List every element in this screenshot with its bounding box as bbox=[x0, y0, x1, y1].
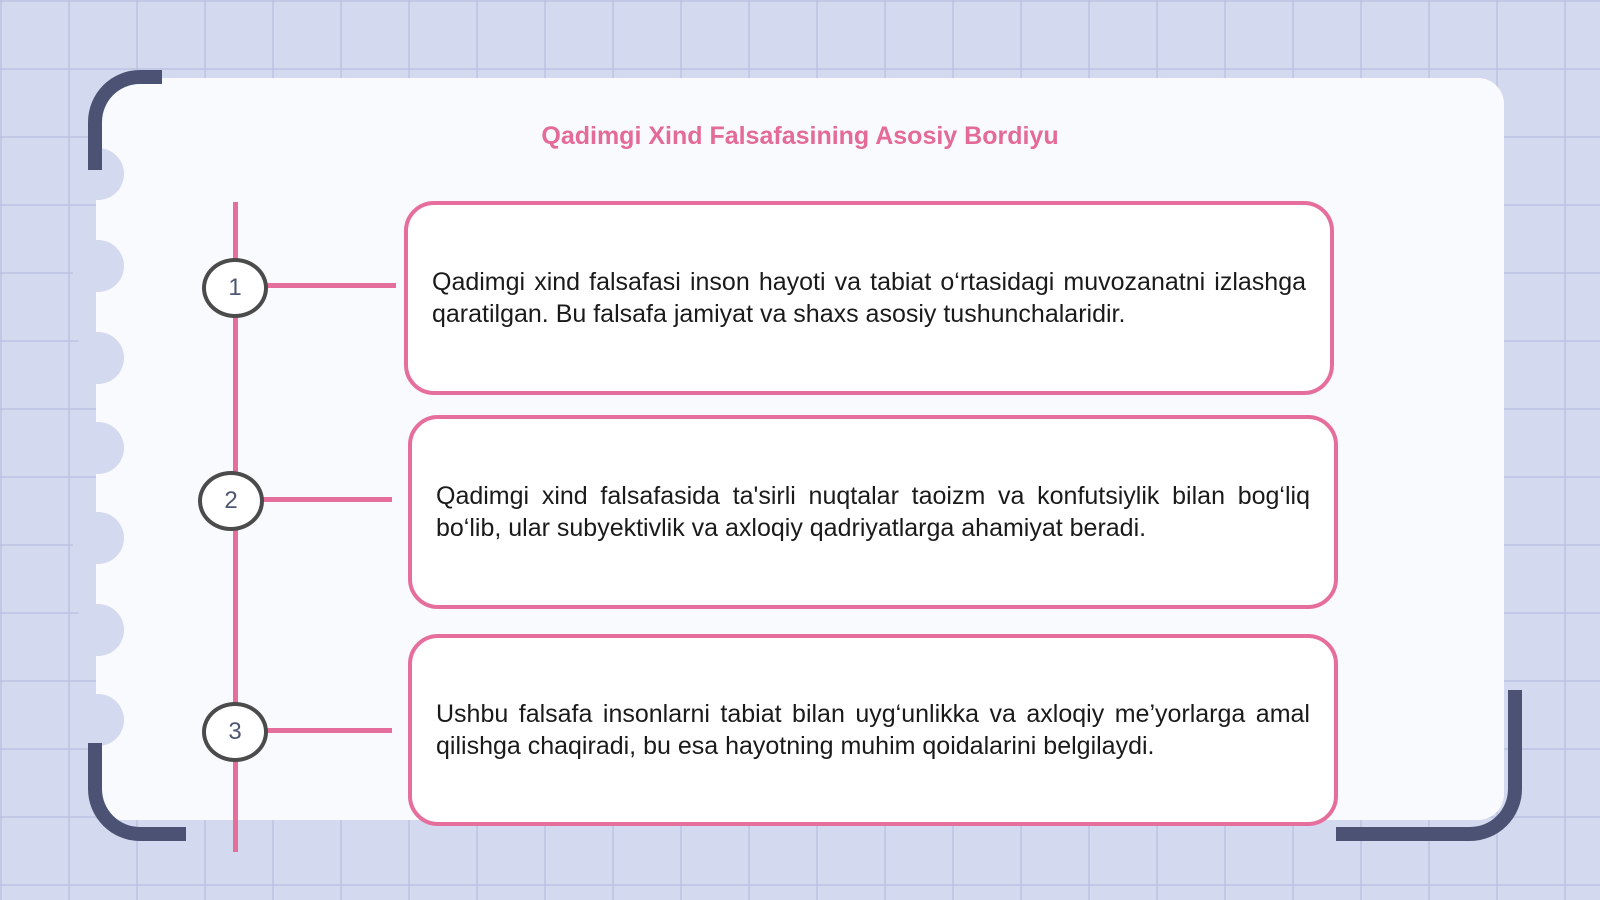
step-card-1 bbox=[404, 201, 1334, 395]
frame-corner-bottom-left bbox=[88, 743, 186, 841]
step-text-3: Ushbu falsafa insonlarni tabiat bilan uyg‘unlikka va axloqiy me’yorlarga amal qilishga chaqiradi, bu esa hayotning muhim qoidalarini belgilaydi. bbox=[436, 700, 1310, 760]
binder-hole bbox=[72, 512, 124, 564]
step-card-2 bbox=[408, 415, 1338, 609]
step-card-3 bbox=[408, 634, 1338, 826]
frame-corner-bottom-right bbox=[1336, 690, 1522, 841]
step-marker-1: 1 bbox=[202, 258, 268, 318]
timeline-connector bbox=[262, 497, 392, 502]
binder-hole bbox=[72, 604, 124, 656]
step-marker-2: 2 bbox=[198, 471, 264, 531]
step-marker-3: 3 bbox=[202, 702, 268, 762]
timeline-connector bbox=[266, 283, 396, 288]
binder-hole bbox=[72, 332, 124, 384]
step-text-1: Qadimgi xind falsafasi inson hayoti va tabiat o‘rtasidagi muvozanatni izlashga qaratilgan. Bu falsafa jamiyat va shaxs asosiy tushunchalaridir. bbox=[432, 268, 1306, 328]
binder-hole bbox=[72, 422, 124, 474]
binder-hole bbox=[72, 694, 124, 746]
binder-hole bbox=[72, 240, 124, 292]
timeline-connector bbox=[266, 728, 392, 733]
step-text-2: Qadimgi xind falsafasida ta'sirli nuqtalar taoizm va konfutsiylik bilan bog‘liq bo‘lib, ular subyektivlik va axloqiy qadriyatlarga ahamiyat beradi. bbox=[436, 482, 1310, 542]
frame-corner-top-left bbox=[88, 70, 162, 170]
slide-title: Qadimgi Xind Falsafasining Asosiy Bordiyu bbox=[541, 122, 1059, 150]
